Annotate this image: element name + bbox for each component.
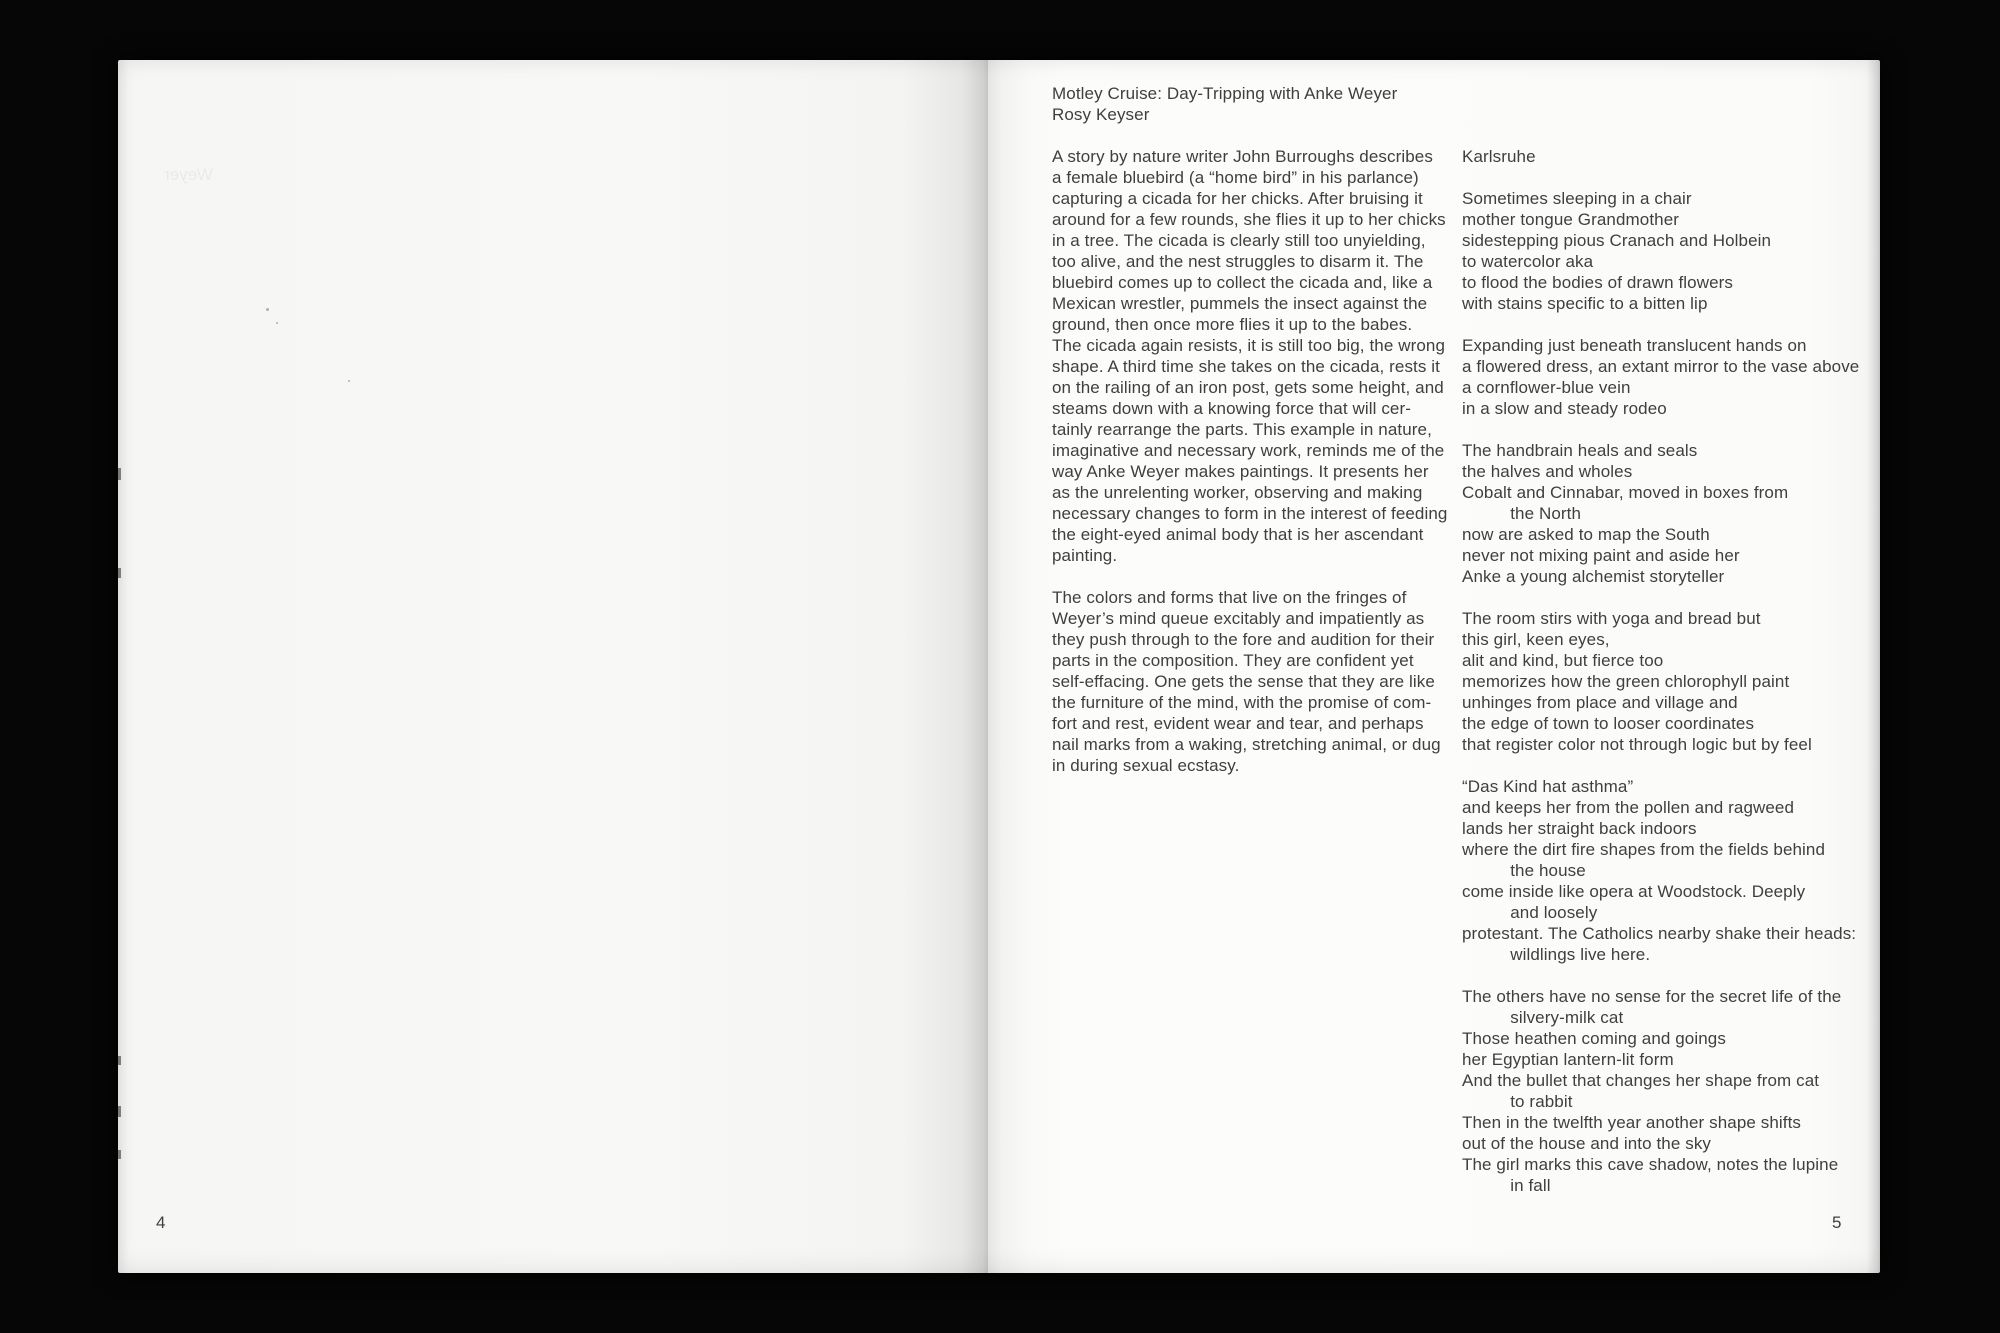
page-number-right: 5 xyxy=(1832,1213,1842,1232)
text-line: tainly rearrange the parts. This example in nature, xyxy=(1052,420,1432,439)
text-line: in fall xyxy=(1462,1176,1551,1195)
text-line: wildlings live here. xyxy=(1462,945,1651,964)
paper-speck xyxy=(348,380,350,382)
text-line: on the railing of an iron post, gets some height, and xyxy=(1052,378,1444,397)
binding-mark xyxy=(118,1056,121,1065)
text-line: in during sexual ecstasy. xyxy=(1052,756,1240,775)
text-line: fort and rest, evident wear and tear, and perhaps xyxy=(1052,714,1424,733)
text-line: Expanding just beneath translucent hands on xyxy=(1462,336,1807,355)
text-line: The handbrain heals and seals xyxy=(1462,441,1698,460)
poem-stanza xyxy=(1462,440,1859,587)
text-line: The girl marks this cave shadow, notes the lupine xyxy=(1462,1155,1839,1174)
text-line: painting. xyxy=(1052,546,1118,565)
text-line: nail marks from a waking, stretching animal, or dug xyxy=(1052,735,1441,754)
text-line: that register color not through logic but by feel xyxy=(1462,735,1812,754)
text-line: The room stirs with yoga and bread but xyxy=(1462,609,1761,628)
text-line: memorizes how the green chlorophyll paint xyxy=(1462,672,1790,691)
text-line: the eight-eyed animal body that is her ascendant xyxy=(1052,525,1424,544)
essay-paragraph xyxy=(1052,587,1447,776)
text-line: silvery-milk cat xyxy=(1462,1008,1624,1027)
text-line: alit and kind, but fierce too xyxy=(1462,651,1664,670)
text-line: around for a few rounds, she flies it up to her chicks xyxy=(1052,210,1446,229)
text-line: in a slow and steady rodeo xyxy=(1462,399,1667,418)
text-line: the halves and wholes xyxy=(1462,462,1633,481)
text-line: bluebird comes up to collect the cicada and, like a xyxy=(1052,273,1433,292)
text-line: shape. A third time she takes on the cicada, rests it xyxy=(1052,357,1441,376)
book-spread xyxy=(118,60,1880,1273)
text-line: the edge of town to looser coordinates xyxy=(1462,714,1755,733)
text-line: The cicada again resists, it is still too big, the wrong xyxy=(1052,336,1446,355)
text-line: the North xyxy=(1462,504,1582,523)
poem-stanza xyxy=(1462,608,1859,755)
text-line: The colors and forms that live on the fringes of xyxy=(1052,588,1407,607)
text-line: Rosy Keyser xyxy=(1052,105,1150,124)
text-line: the furniture of the mind, with the promise of com- xyxy=(1052,693,1432,712)
text-line: as the unrelenting worker, observing and making xyxy=(1052,483,1423,502)
text-line: Those heathen coming and goings xyxy=(1462,1029,1726,1048)
text-line: necessary changes to form in the interest of feeding xyxy=(1052,504,1448,523)
text-line: where the dirt fire shapes from the fields behind xyxy=(1462,840,1826,859)
text-line: Cobalt and Cinnabar, moved in boxes from xyxy=(1462,483,1789,502)
text-line: out of the house and into the sky xyxy=(1462,1134,1712,1153)
page-number-left: 4 xyxy=(156,1213,166,1232)
text-line: “Das Kind hat asthma” xyxy=(1462,777,1634,796)
text-line: Weyer’s mind queue excitably and impatiently as xyxy=(1052,609,1425,628)
right-page xyxy=(988,60,1880,1273)
text-line: Motley Cruise: Day-Tripping with Anke Weyer xyxy=(1052,84,1398,103)
text-line: The others have no sense for the secret life of the xyxy=(1462,987,1842,1006)
text-line: And the bullet that changes her shape from cat xyxy=(1462,1071,1820,1090)
article-title xyxy=(1052,83,1397,125)
text-line: this girl, keen eyes, xyxy=(1462,630,1610,649)
essay-column xyxy=(1052,146,1447,776)
text-line: Sometimes sleeping in a chair xyxy=(1462,189,1692,208)
binding-mark xyxy=(118,468,121,480)
left-page xyxy=(118,60,988,1273)
poem-stanza xyxy=(1462,776,1859,965)
text-line: and keeps her from the pollen and ragweed xyxy=(1462,798,1795,817)
text-line: mother tongue Grandmother xyxy=(1462,210,1680,229)
text-line: with stains specific to a bitten lip xyxy=(1462,294,1708,313)
essay-paragraph xyxy=(1052,146,1447,566)
text-line: Then in the twelfth year another shape shifts xyxy=(1462,1113,1802,1132)
paper-speck xyxy=(276,322,278,324)
text-line: to rabbit xyxy=(1462,1092,1573,1111)
text-line: to flood the bodies of drawn flowers xyxy=(1462,273,1734,292)
binding-mark xyxy=(118,568,121,578)
text-line: come inside like opera at Woodstock. Deeply xyxy=(1462,882,1806,901)
text-line: self-effacing. One gets the sense that they are like xyxy=(1052,672,1435,691)
text-line: never not mixing paint and aside her xyxy=(1462,546,1740,565)
text-line: a flowered dress, an extant mirror to the vase above xyxy=(1462,357,1860,376)
text-line: lands her straight back indoors xyxy=(1462,819,1697,838)
text-line: a female bluebird (a “home bird” in his parlance) xyxy=(1052,168,1419,187)
text-line: A story by nature writer John Burroughs describes xyxy=(1052,147,1433,166)
binding-mark xyxy=(118,1106,121,1117)
text-line: Mexican wrestler, pummels the insect against the xyxy=(1052,294,1428,313)
text-line: a cornflower-blue vein xyxy=(1462,378,1631,397)
text-line: protestant. The Catholics nearby shake their heads: xyxy=(1462,924,1857,943)
binding-mark xyxy=(118,1150,121,1159)
showthrough-text: Weyer xyxy=(164,165,213,184)
text-line: sidestepping pious Cranach and Holbein xyxy=(1462,231,1772,250)
text-line: to watercolor aka xyxy=(1462,252,1594,271)
text-line: Anke a young alchemist storyteller xyxy=(1462,567,1725,586)
text-line: imaginative and necessary work, reminds me of the xyxy=(1052,441,1445,460)
poem-heading: Karlsruhe xyxy=(1462,147,1536,166)
poem-stanza xyxy=(1462,335,1859,419)
text-line: the house xyxy=(1462,861,1586,880)
poem-stanza xyxy=(1462,986,1859,1196)
paper-speck xyxy=(266,308,269,311)
text-line: they push through to the fore and audition for their xyxy=(1052,630,1435,649)
text-line: unhinges from place and village and xyxy=(1462,693,1738,712)
text-line: parts in the composition. They are confident yet xyxy=(1052,651,1414,670)
poem-column xyxy=(1462,146,1859,1196)
text-line: in a tree. The cicada is clearly still too unyielding, xyxy=(1052,231,1426,250)
text-line: ground, then once more flies it up to the babes. xyxy=(1052,315,1413,334)
poem-stanza xyxy=(1462,188,1859,314)
text-line: capturing a cicada for her chicks. After bruising it xyxy=(1052,189,1423,208)
text-line: and loosely xyxy=(1462,903,1598,922)
text-line: now are asked to map the South xyxy=(1462,525,1710,544)
text-line: way Anke Weyer makes paintings. It presents her xyxy=(1052,462,1429,481)
text-line: too alive, and the nest struggles to disarm it. The xyxy=(1052,252,1424,271)
text-line: steams down with a knowing force that will cer- xyxy=(1052,399,1412,418)
text-line: her Egyptian lantern-lit form xyxy=(1462,1050,1674,1069)
